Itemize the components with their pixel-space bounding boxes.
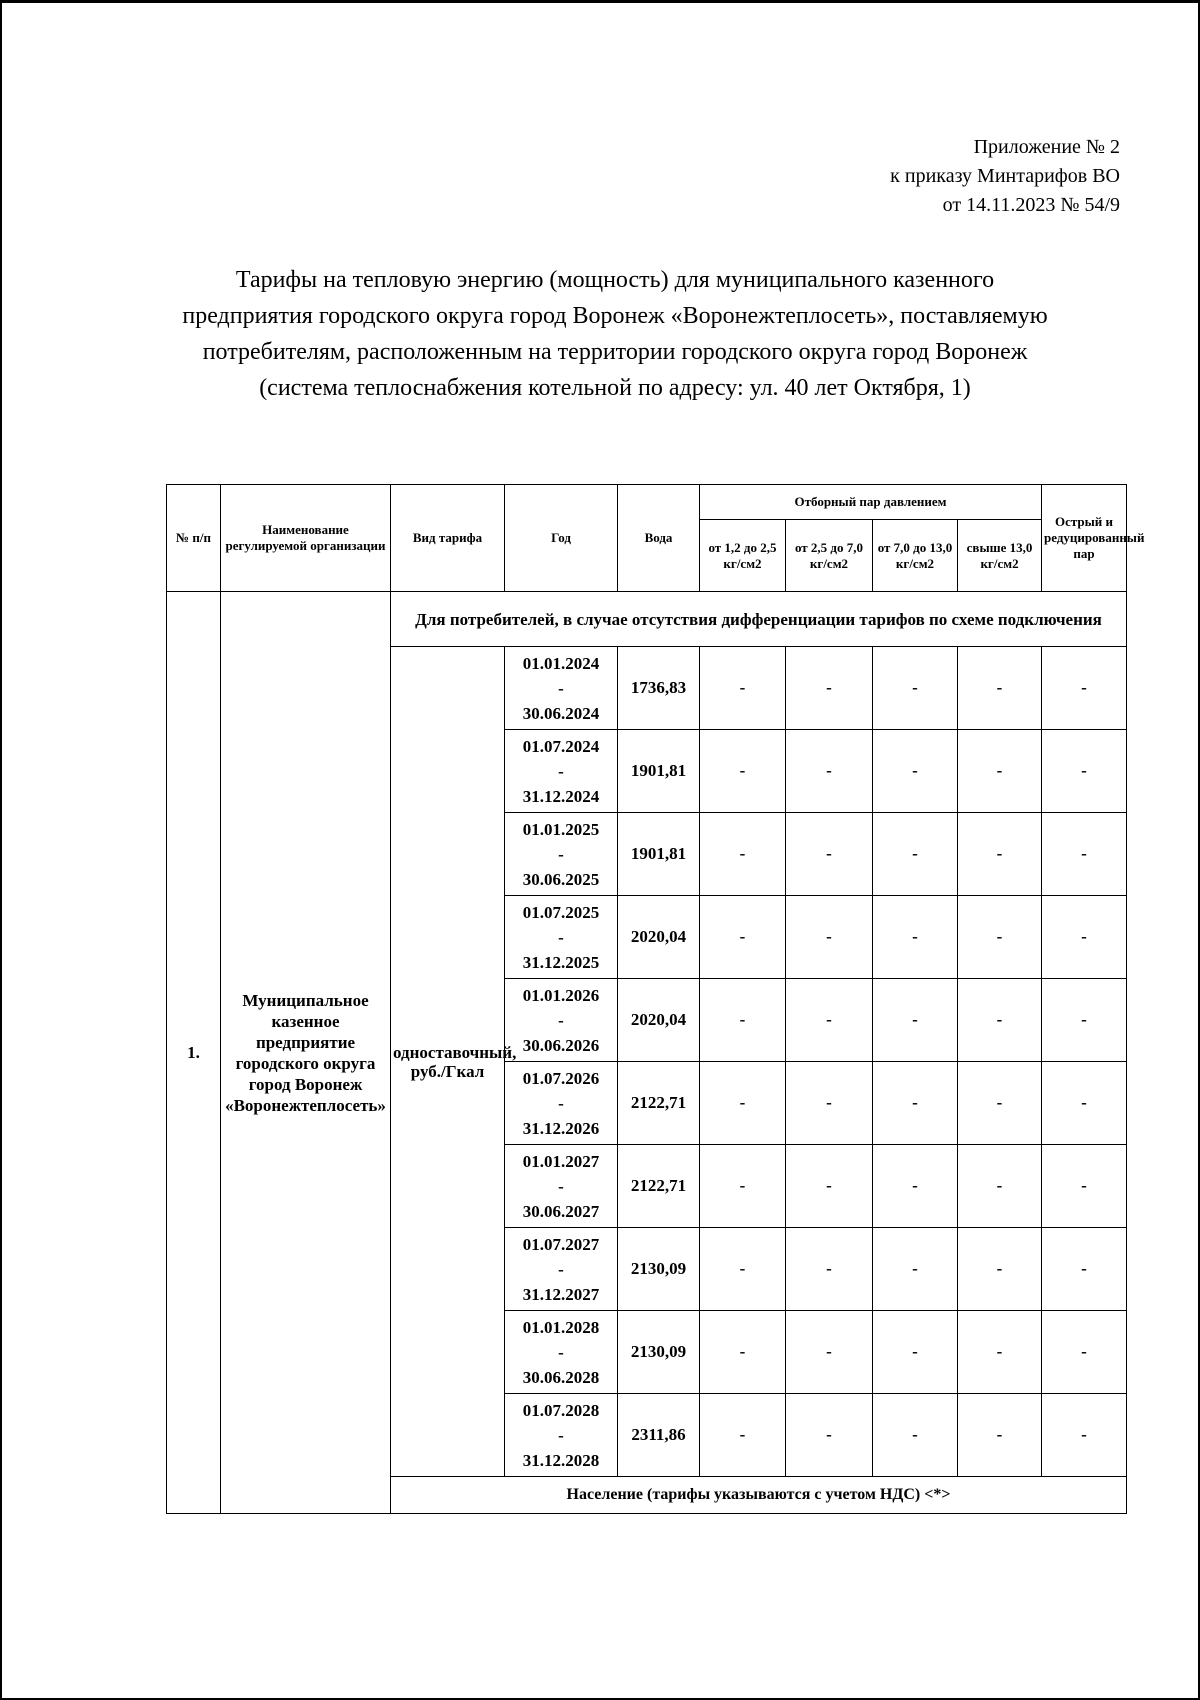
water-tariff: 1901,81 — [618, 813, 700, 896]
empty-tariff: - — [1042, 1228, 1127, 1311]
empty-tariff: - — [873, 1062, 958, 1145]
period-dash: - — [558, 761, 564, 781]
empty-tariff: - — [873, 979, 958, 1062]
empty-tariff: - — [1042, 1145, 1127, 1228]
tariff-table — [166, 484, 1145, 1514]
tariff-type: одноставочный, руб./Гкал — [391, 647, 505, 1477]
period-to: 31.12.2026 — [522, 1118, 600, 1138]
period-cell — [505, 1228, 618, 1311]
water-tariff: 1736,83 — [618, 647, 700, 730]
period-to: 30.06.2027 — [522, 1201, 600, 1221]
period-from: 01.01.2027 — [522, 1151, 600, 1171]
period-cell — [505, 1062, 618, 1145]
period-dash: - — [558, 1259, 564, 1279]
empty-tariff: - — [958, 647, 1042, 730]
empty-tariff: - — [873, 647, 958, 730]
empty-tariff: - — [1042, 813, 1127, 896]
empty-tariff: - — [1042, 1062, 1127, 1145]
header-type: Вид тарифа — [391, 485, 505, 592]
empty-tariff: - — [786, 979, 873, 1062]
period-cell — [505, 1311, 618, 1394]
empty-tariff: - — [1042, 979, 1127, 1062]
period-dash: - — [558, 1010, 564, 1030]
row-number: 1. — [167, 592, 221, 1514]
empty-tariff: - — [700, 730, 786, 813]
period-from: 01.01.2025 — [522, 819, 600, 839]
header-steam-4: свыше 13,0 кг/см2 — [958, 520, 1042, 592]
water-tariff: 2130,09 — [618, 1311, 700, 1394]
empty-tariff: - — [700, 1311, 786, 1394]
annex-line: от 14.11.2023 № 54/9 — [942, 194, 1120, 216]
empty-tariff: - — [958, 813, 1042, 896]
water-tariff: 2122,71 — [618, 1062, 700, 1145]
empty-tariff: - — [1042, 896, 1127, 979]
annex-reference — [890, 133, 1120, 220]
empty-tariff: - — [958, 730, 1042, 813]
empty-tariff: - — [958, 1145, 1042, 1228]
period-to: 30.06.2028 — [522, 1367, 600, 1387]
empty-tariff: - — [786, 647, 873, 730]
water-tariff: 2311,86 — [618, 1394, 700, 1477]
empty-tariff: - — [873, 1145, 958, 1228]
empty-tariff: - — [958, 1394, 1042, 1477]
empty-tariff: - — [786, 896, 873, 979]
period-from: 01.01.2028 — [522, 1317, 600, 1337]
empty-tariff: - — [873, 1394, 958, 1477]
empty-tariff: - — [873, 1228, 958, 1311]
header-steam-group: Отборный пар давлением — [700, 485, 1042, 520]
empty-tariff: - — [700, 896, 786, 979]
period-to: 31.12.2024 — [522, 786, 600, 806]
period-from: 01.07.2025 — [522, 902, 600, 922]
empty-tariff: - — [1042, 730, 1127, 813]
period-dash: - — [558, 678, 564, 698]
period-cell — [505, 647, 618, 730]
water-tariff: 1901,81 — [618, 730, 700, 813]
period-cell — [505, 896, 618, 979]
water-tariff: 2122,71 — [618, 1145, 700, 1228]
period-cell — [505, 1394, 618, 1477]
period-to: 31.12.2027 — [522, 1284, 600, 1304]
period-dash: - — [558, 1342, 564, 1362]
empty-tariff: - — [700, 1228, 786, 1311]
header-steam-2: от 2,5 до 7,0 кг/см2 — [786, 520, 873, 592]
period-from: 01.07.2027 — [522, 1234, 600, 1254]
empty-tariff: - — [786, 1311, 873, 1394]
empty-tariff: - — [700, 1394, 786, 1477]
empty-tariff: - — [958, 1228, 1042, 1311]
empty-tariff: - — [786, 1062, 873, 1145]
empty-tariff: - — [958, 1311, 1042, 1394]
header-year: Год — [505, 485, 618, 592]
empty-tariff: - — [700, 813, 786, 896]
water-tariff: 2020,04 — [618, 896, 700, 979]
empty-tariff: - — [1042, 1394, 1127, 1477]
empty-tariff: - — [958, 1062, 1042, 1145]
period-cell — [505, 813, 618, 896]
header-sharp-steam: Острый и редуцированный пар — [1042, 485, 1127, 592]
empty-tariff: - — [958, 896, 1042, 979]
empty-tariff: - — [873, 813, 958, 896]
period-cell — [505, 730, 618, 813]
period-from: 01.01.2026 — [522, 985, 600, 1005]
header-org: Наименование регулируемой организации — [221, 485, 391, 592]
empty-tariff: - — [700, 647, 786, 730]
period-to: 30.06.2024 — [522, 703, 600, 723]
period-dash: - — [558, 844, 564, 864]
water-tariff: 2130,09 — [618, 1228, 700, 1311]
water-tariff: 2020,04 — [618, 979, 700, 1062]
empty-tariff: - — [786, 1145, 873, 1228]
period-to: 31.12.2028 — [522, 1450, 600, 1470]
document-title: Тарифы на тепловую энергию (мощность) для муниципального казенного предприятия городского округа город Воронеж «Воронежтеплосеть», поставляемую потребителям, расположенным на территории городского округа город Воронеж (система теплоснабжения котельной по адресу: ул. 40 лет Октября, 1) — [182, 267, 1048, 401]
empty-tariff: - — [958, 979, 1042, 1062]
empty-tariff: - — [786, 1228, 873, 1311]
org-name: Муниципальное казенное предприятие городского округа город Воронеж «Воронежтеплосеть» — [221, 592, 391, 1514]
empty-tariff: - — [786, 730, 873, 813]
period-cell — [505, 979, 618, 1062]
annex-line: Приложение № 2 — [973, 136, 1120, 158]
section-consumers: Для потребителей, в случае отсутствия дифференциации тарифов по схеме подключения — [391, 592, 1127, 647]
period-dash: - — [558, 1176, 564, 1196]
period-from: 01.07.2024 — [522, 736, 600, 756]
empty-tariff: - — [700, 1062, 786, 1145]
period-from: 01.07.2028 — [522, 1400, 600, 1420]
empty-tariff: - — [786, 1394, 873, 1477]
annex-line: к приказу Минтарифов ВО — [890, 165, 1120, 187]
section-population: Население (тарифы указываются с учетом НДС) <*> — [391, 1477, 1127, 1514]
period-to: 30.06.2026 — [522, 1035, 600, 1055]
period-from: 01.07.2026 — [522, 1068, 600, 1088]
empty-tariff: - — [786, 813, 873, 896]
period-from: 01.01.2024 — [522, 653, 600, 673]
header-steam-1: от 1,2 до 2,5 кг/см2 — [700, 520, 786, 592]
empty-tariff: - — [873, 730, 958, 813]
empty-tariff: - — [700, 1145, 786, 1228]
header-water: Вода — [618, 485, 700, 592]
period-dash: - — [558, 1425, 564, 1445]
period-to: 31.12.2025 — [522, 952, 600, 972]
period-to: 30.06.2025 — [522, 869, 600, 889]
period-cell — [505, 1145, 618, 1228]
empty-tariff: - — [700, 979, 786, 1062]
period-dash: - — [558, 927, 564, 947]
header-num: № п/п — [167, 485, 221, 592]
header-steam-3: от 7,0 до 13,0 кг/см2 — [873, 520, 958, 592]
empty-tariff: - — [873, 896, 958, 979]
empty-tariff: - — [1042, 1311, 1127, 1394]
period-dash: - — [558, 1093, 564, 1113]
empty-tariff: - — [873, 1311, 958, 1394]
empty-tariff: - — [1042, 647, 1127, 730]
